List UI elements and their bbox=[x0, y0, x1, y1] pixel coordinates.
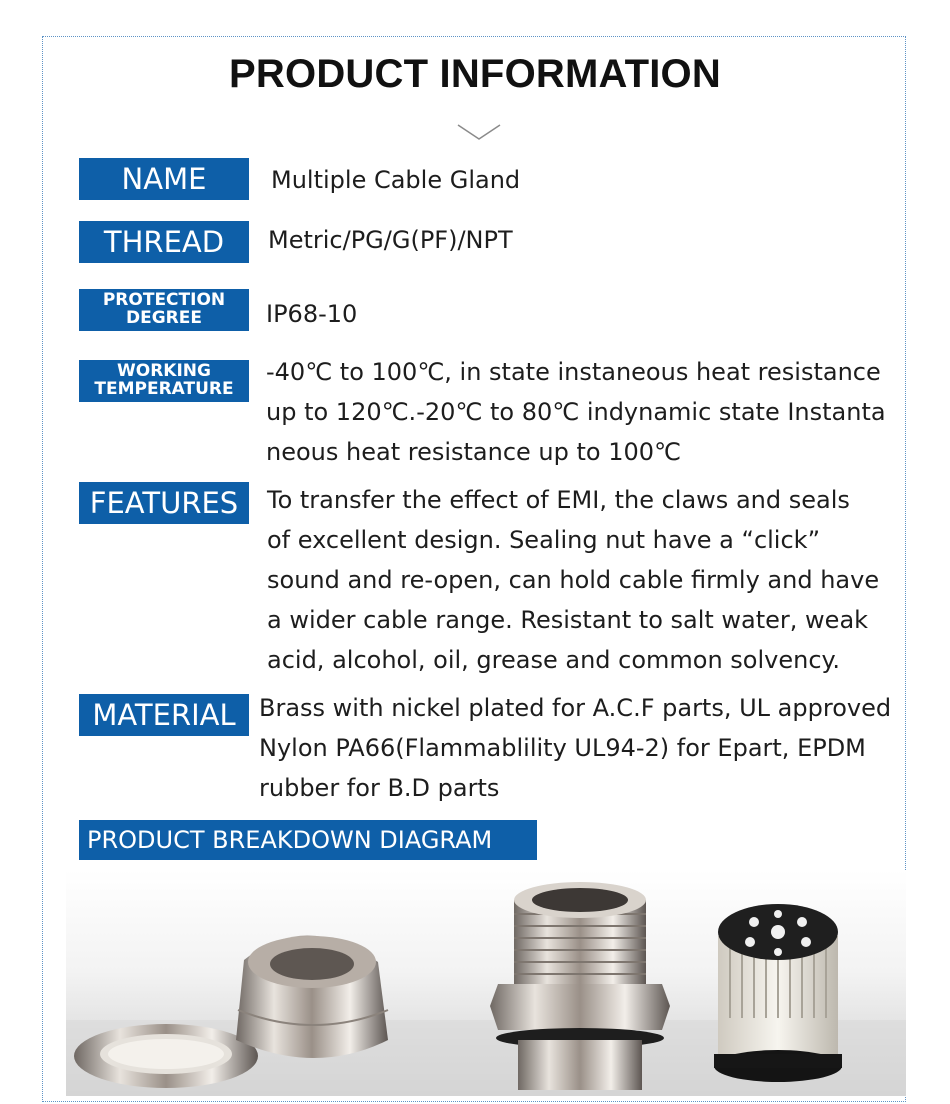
label-name: NAME bbox=[79, 158, 249, 200]
label-material: MATERIAL bbox=[79, 694, 249, 736]
dome-cap-part bbox=[236, 935, 388, 1058]
label-working-temperature: WORKING TEMPERATURE bbox=[79, 360, 249, 402]
value-thread: Metric/PG/G(PF)/NPT bbox=[268, 226, 513, 254]
label-features: FEATURES bbox=[79, 482, 249, 524]
lock-nut-part bbox=[74, 1024, 258, 1088]
value-material: Brass with nickel plated for A.C.F parts, UL approved Nylon PA66(Flammablility UL94-2) for Epart, EPDM rubber for B.D parts bbox=[259, 694, 892, 802]
section-title-breakdown: PRODUCT BREAKDOWN DIAGRAM bbox=[79, 820, 537, 860]
seal-insert-part bbox=[714, 904, 842, 1082]
value-features: To transfer the effect of EMI, the claws and seals of excellent design. Sealing nut have a “click” sound and re-open, can hold cable firmly and have a wider cable range. Resistant to salt water, weak acid, alcohol, oil, grease and common solvency. bbox=[267, 486, 880, 674]
value-name: Multiple Cable Gland bbox=[271, 166, 521, 194]
product-photo bbox=[66, 870, 906, 1096]
value-working-temperature: -40℃ to 100℃, in state instaneous heat resistance up to 120℃.-20℃ to 80℃ indynamic state Instanta neous heat resistance up to 100℃ bbox=[266, 358, 886, 466]
label-protection-degree: PROTECTION DEGREE bbox=[79, 289, 249, 331]
page-title: PRODUCT INFORMATION bbox=[229, 52, 721, 96]
chevron-down-icon bbox=[456, 122, 502, 142]
label-thread: THREAD bbox=[79, 221, 249, 263]
value-protection-degree: IP68-10 bbox=[266, 300, 358, 328]
